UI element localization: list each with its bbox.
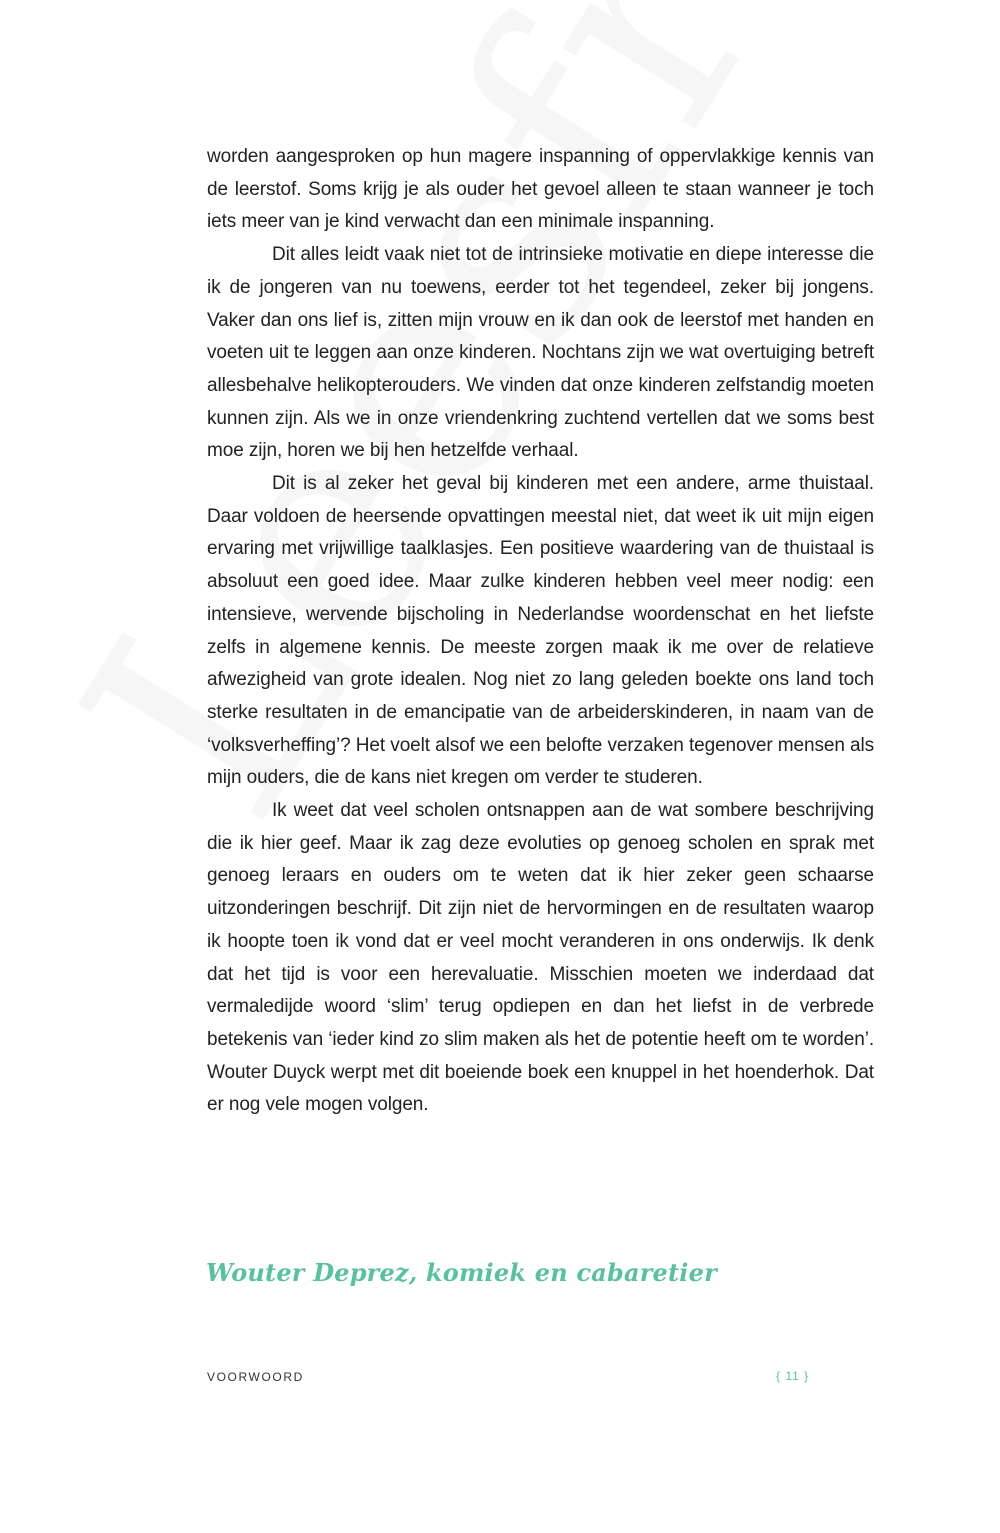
author-signature: Wouter Deprez, komiek en cabaretier [206, 1258, 717, 1287]
paragraph: Dit is al zeker het geval bij kinderen met een andere, arme thuistaal. Daar voldoen de heersende opvattingen meestal niet, dat weet ik uit mijn eigen ervaring met vrijwillige taalklasjes. Een positieve waardering van de thuistaal is absoluut een goed idee. Maar zulke kinderen hebben veel meer nodig: een intensieve, wervende bijscholing in Nederlandse woordenschat en het liefste zelfs in algemene kennis. De meeste zorgen maak ik me over de relatieve afwezigheid van grote idealen. Nog niet zo lang geleden boekte ons land toch sterke resultaten in de emancipatie van de arbeiderskinderen, in naam van de ‘volksverheffing’? Het voelt alsof we een belofte verzaken tegenover mensen als mijn ouders, die de kans niet kregen om verder te studeren. [207, 473, 874, 789]
paragraph: worden aangesproken op hun magere inspanning of oppervlakkige kennis van de leerstof. Soms krijg je als ouder het gevoel alleen te staan wanneer je toch iets meer van je kind verwacht dan een minimale inspanning. [207, 146, 874, 233]
body-text [207, 141, 874, 1122]
running-footer-section: VOORWOORD [207, 1370, 304, 1384]
paragraph: Ik weet dat veel scholen ontsnappen aan de wat sombere beschrijving die ik hier geef. Maar ik zag deze evoluties op genoeg scholen en sprak met genoeg leraars en ouders om te weten dat ik hier zeker geen schaarse uitzonderingen beschrijf. Dit zijn niet de hervormingen en de resultaten waarop ik hoopte toen ik vond dat er veel mocht veranderen in ons onderwijs. Ik denk dat het tijd is voor een herevaluatie. Misschien moeten we inderdaad dat vermaledijde woord ‘slim’ terug opdiepen en dan het liefst in de verbrede betekenis van ‘ieder kind zo slim maken als het de potentie heeft om te worden’. Wouter Duyck werpt met dit boeiende boek een knuppel in het hoenderhok. Dat er nog vele mogen volgen. [207, 800, 874, 1116]
paragraph: Dit alles leidt vaak niet tot de intrinsieke motivatie en diepe interesse die ik de jongeren van nu toewens, eerder tot het tegendeel, zeker bij jongens. Vaker dan ons lief is, zitten mijn vrouw en ik dan ook de leerstof met handen en voeten uit te leggen aan onze kinderen. Nochtans zijn we wat overtuiging betreft allesbehalve helikopterouders. We vinden dat onze kinderen zelfstandig moeten kunnen zijn. Als we in onze vriendenkring zuchtend vertellen dat we soms best moe zijn, horen we bij hen hetzelfde verhaal. [207, 244, 874, 462]
page-number: { 11 } [776, 1369, 810, 1383]
